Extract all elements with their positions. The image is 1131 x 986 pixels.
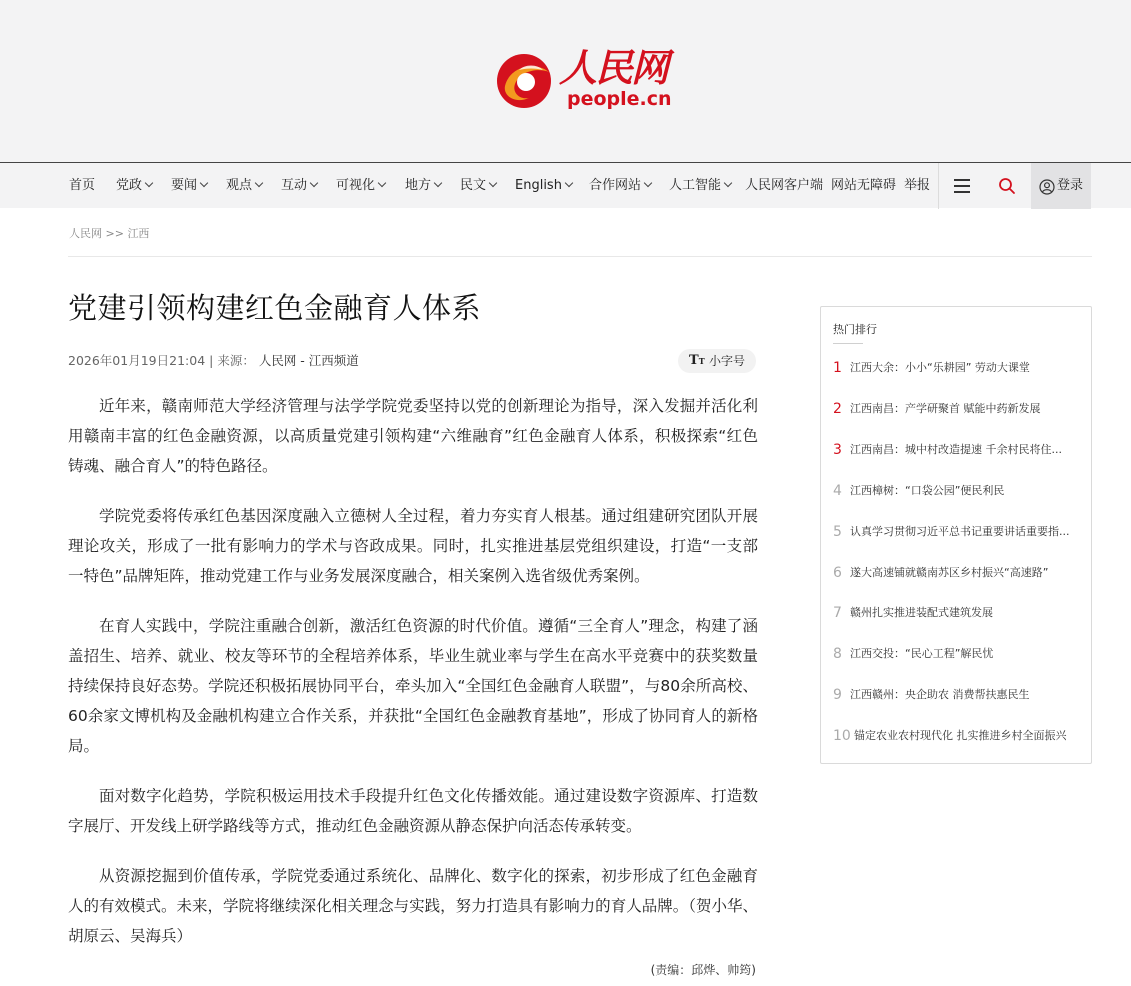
nav-label: 人工智能: [669, 178, 722, 193]
font-size-label: 小字号: [708, 354, 745, 368]
breadcrumb: [69, 225, 149, 241]
nav-item-interact[interactable]: [281, 163, 317, 209]
menu-button[interactable]: [944, 163, 980, 209]
ranking-text: 认真学习贯彻习近平总书记重要讲话重要指...: [850, 525, 1070, 538]
ranking-text: 锚定农业农村现代化 扎实推进乡村全面振兴: [854, 729, 1067, 742]
search-icon: [998, 177, 1016, 195]
breadcrumb-section[interactable]: 江西: [127, 227, 150, 240]
chevron-down-icon: [200, 179, 208, 187]
ranking-text: 江西大余：小小“乐耕园” 劳动大课堂: [850, 361, 1030, 374]
article-paragraph: 面对数字化趋势，学院积极运用技术手段提升红色文化传播效能。通过建设数字资源库、打造数字展厅、开发线上研学路线等方式，推动红色金融资源从静态保护向活态传承转变。: [68, 787, 758, 835]
chevron-down-icon: [434, 179, 442, 187]
top-banner: [0, 0, 1131, 162]
ranking-number: 3: [833, 442, 842, 458]
breadcrumb-separator: >>: [105, 227, 124, 240]
article-source[interactable]: 人民网 - 江西频道: [258, 353, 359, 368]
nav-item-accessibility[interactable]: [831, 163, 896, 209]
hamburger-icon: [954, 179, 970, 181]
nav-item-report[interactable]: [904, 163, 930, 209]
login-label: 登录: [1057, 178, 1084, 193]
ranking-number: 2: [833, 401, 842, 417]
breadcrumb-divider: [68, 256, 1092, 257]
ranking-number: 5: [833, 524, 842, 540]
nav-divider: [938, 163, 939, 209]
nav-item-opinion[interactable]: [226, 163, 262, 209]
nav-item-home[interactable]: [69, 163, 95, 209]
chevron-down-icon: [145, 179, 153, 187]
article-title: 党建引领构建红色金融育人体系: [68, 291, 482, 325]
ranking-item[interactable]: [833, 482, 1083, 502]
nav-label: English: [515, 178, 562, 193]
nav-label: 互动: [281, 178, 308, 193]
ranking-item[interactable]: [833, 727, 1083, 747]
user-icon: [1039, 179, 1055, 195]
nav-item-partners[interactable]: [589, 163, 651, 209]
article-paragraph: 近年来，赣南师范大学经济管理与法学学院党委坚持以党的创新理论为指导，深入发掘并活化利用赣南丰富的红色金融资源，以高质量党建引领构建“六维融育”红色金融育人体系，积极探索“红色铸魂、融合育人”的特色路径。: [68, 397, 758, 475]
ranking-item[interactable]: [833, 564, 1083, 584]
hot-ranking-panel: [820, 306, 1092, 764]
nav-label: 要闻: [171, 178, 198, 193]
ranking-text: 江西南昌：城中村改造提速 千余村民将住...: [850, 443, 1062, 456]
chevron-down-icon: [255, 179, 263, 187]
nav-label: 可视化: [336, 178, 376, 193]
ranking-item[interactable]: [833, 645, 1083, 665]
article-body: [68, 391, 758, 971]
nav-label: 观点: [226, 178, 253, 193]
font-size-icon: TT: [689, 353, 705, 368]
nav-item-visual[interactable]: [336, 163, 385, 209]
chevron-down-icon: [378, 179, 386, 187]
ranking-number: 7: [833, 605, 842, 621]
ranking-text: 赣州扎实推进装配式建筑发展: [850, 606, 993, 619]
ranking-number: 4: [833, 483, 842, 499]
main-navbar: [0, 162, 1131, 208]
article-paragraph: 学院党委将传承红色基因深度融入立德树人全过程，着力夯实育人根基。通过组建研究团队开展理论攻关，形成了一批有影响力的学术与咨政成果。同时，扎实推进基层党组织建设，打造“一支部一特色”品牌矩阵，推动党建工作与业务发展深度融合，相关案例入选省级优秀案例。: [68, 507, 758, 585]
ranking-text: 江西南昌：产学研聚首 赋能中药新发展: [850, 402, 1041, 415]
ranking-text: 江西赣州：央企助农 消费帮扶惠民生: [850, 688, 1030, 701]
nav-label: 举报: [904, 178, 931, 193]
article-paragraph: 从资源挖掘到价值传承，学院党委通过系统化、品牌化、数字化的探索，初步形成了红色金融育人的有效模式。未来，学院将继续深化相关理念与实践，努力打造具有影响力的育人品牌。（贺小华、胡原云、吴海兵）: [68, 867, 758, 945]
breadcrumb-home[interactable]: 人民网: [69, 227, 102, 240]
ranking-text: 遂大高速铺就赣南苏区乡村振兴“高速路”: [850, 566, 1049, 579]
nav-label: 党政: [116, 178, 143, 193]
nav-item-local[interactable]: [405, 163, 441, 209]
nav-item-ai[interactable]: [669, 163, 731, 209]
ranking-item[interactable]: [833, 441, 1083, 461]
nav-item-ethnic[interactable]: [460, 163, 496, 209]
ranking-item[interactable]: [833, 400, 1083, 420]
login-button[interactable]: [1031, 163, 1091, 209]
ranking-item[interactable]: [833, 359, 1083, 379]
nav-item-client[interactable]: [745, 163, 823, 209]
ranking-number: 10: [833, 728, 851, 744]
people-cn-logo[interactable]: [495, 46, 670, 114]
nav-label: 首页: [69, 178, 96, 193]
chevron-down-icon: [565, 179, 573, 187]
ranking-item[interactable]: [833, 686, 1083, 706]
logo-english-text: people.cn: [567, 88, 672, 110]
hot-ranking-title: 热门排行: [833, 323, 877, 336]
ranking-number: 1: [833, 360, 842, 376]
nav-label: 地方: [405, 178, 432, 193]
chevron-down-icon: [489, 179, 497, 187]
nav-item-news[interactable]: [171, 163, 207, 209]
ranking-item[interactable]: [833, 523, 1083, 543]
article-paragraph: 在育人实践中，学院注重融合创新，激活红色资源的时代价值。遵循“三全育人”理念，构建了涵盖招生、培养、就业、校友等环节的全程培养体系，毕业生就业率与学生在高水平竞赛中的获奖数量持续保持良好态势。学院还积极拓展协同平台，牵头加入“全国红色金融育人联盟”，与80余所高校、60余家文博机构及金融机构建立合作关系，并获批“全国红色金融教育基地”，形成了协同育人的新格局。: [68, 617, 758, 755]
logo-swirl-icon: [495, 50, 557, 112]
chevron-down-icon: [724, 179, 732, 187]
chevron-down-icon: [644, 179, 652, 187]
nav-label: 网站无障碍: [831, 178, 897, 193]
ranking-text: 江西樟树：“口袋公园”便民利民: [850, 484, 1005, 497]
ranking-item[interactable]: [833, 604, 1083, 624]
article-datetime: 2026年01月19日21:04: [68, 353, 206, 368]
nav-item-english[interactable]: [515, 163, 572, 209]
chevron-down-icon: [310, 179, 318, 187]
search-button[interactable]: [990, 163, 1026, 209]
ranking-text: 江西交投：“民心工程”解民忧: [850, 647, 994, 660]
ranking-number: 6: [833, 565, 842, 581]
article-editor: (责编：邱烨、帅筠): [650, 963, 756, 977]
font-size-toggle[interactable]: [678, 349, 756, 373]
ranking-number: 9: [833, 687, 842, 703]
logo-chinese-text: 人民网: [559, 45, 668, 90]
nav-label: 人民网客户端: [745, 178, 824, 193]
article-source-prefix: | 来源：: [209, 353, 255, 368]
hot-ranking-title-underline: [833, 343, 863, 344]
nav-label: 民文: [460, 178, 487, 193]
nav-item-party[interactable]: [116, 163, 152, 209]
article-meta: [68, 351, 359, 369]
nav-label: 合作网站: [589, 178, 642, 193]
ranking-number: 8: [833, 646, 842, 662]
